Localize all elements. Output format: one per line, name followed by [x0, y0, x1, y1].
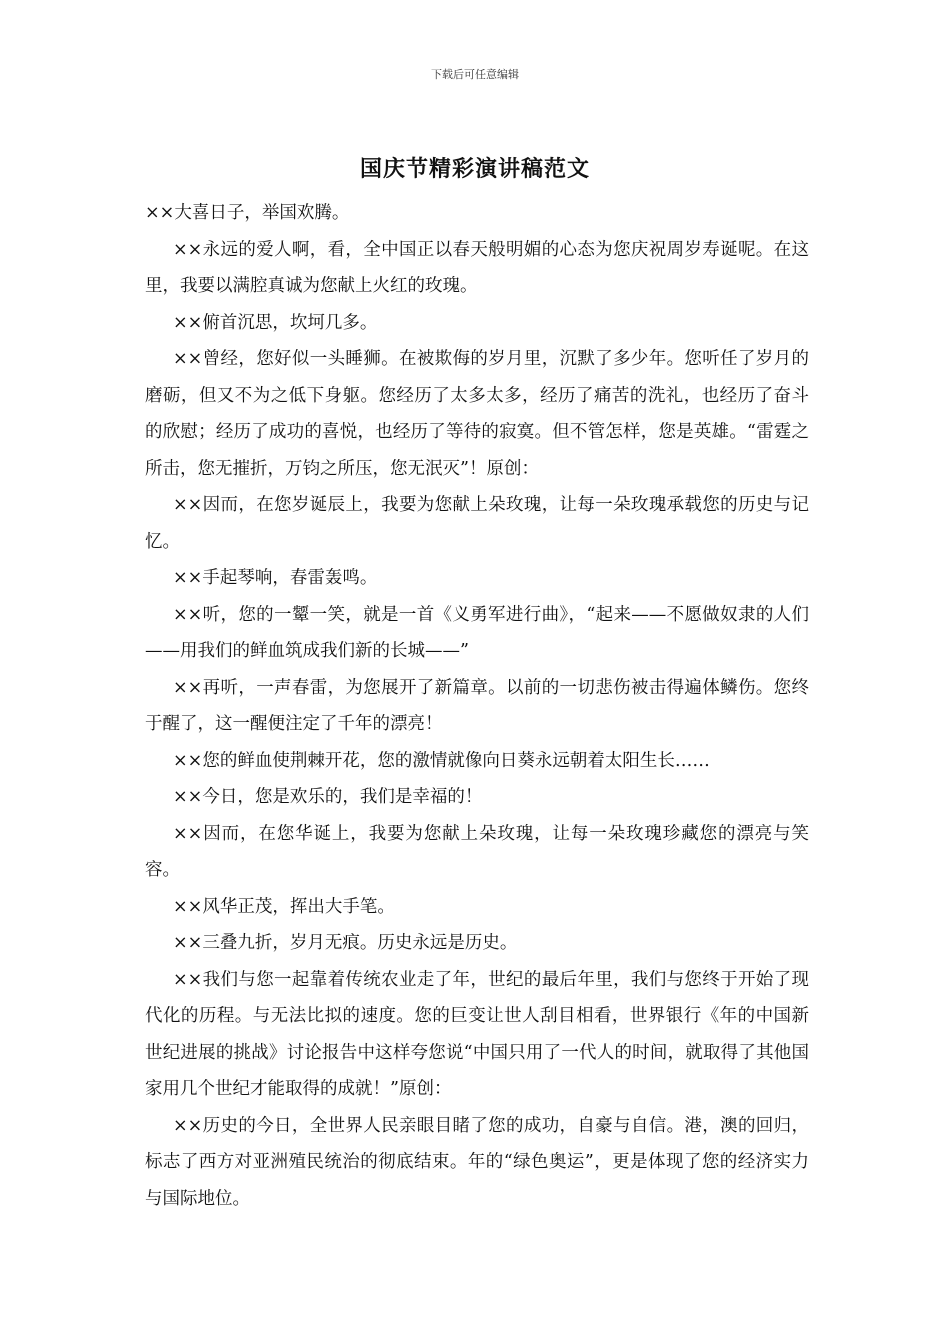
paragraph: ××再听，一声春雷，为您展开了新篇章。以前的一切悲伤被击得遍体鳞伤。您终于醒了，这一醒便注定了千年的漂亮！ [145, 677, 809, 734]
paragraph: ××大喜日子，举国欢腾。 [145, 203, 350, 223]
paragraph: ××永远的爱人啊，看，全中国正以春天般明媚的心态为您庆祝周岁寿诞呢。在这里，我要以满腔真诚为您献上火红的玫瑰。 [145, 239, 809, 296]
paragraph: ××历史的今日，全世界人民亲眼目睹了您的成功，自豪与自信。港，澳的回归，标志了西方对亚洲殖民统治的彻底结束。年的“绿色奥运”，更是体现了您的经济实力与国际地位。 [145, 1115, 809, 1209]
paragraph: ××风华正茂，挥出大手笔。 [173, 896, 395, 917]
header-note: 下载后可任意编辑 [431, 68, 519, 81]
paragraph: ××您的鲜血使荆棘开花，您的激情就像向日葵永远朝着太阳生长…… [173, 750, 710, 771]
paragraph: ××今日，您是欢乐的，我们是幸福的！ [173, 787, 483, 807]
paragraph: ××因而，在您华诞上，我要为您献上朵玫瑰，让每一朵玫瑰珍藏您的漂亮与笑容。 [145, 823, 809, 880]
document-title: 国庆节精彩演讲稿范文 [359, 156, 590, 182]
paragraph: ××俯首沉思，坎坷几多。 [173, 312, 378, 333]
paragraph: ××曾经，您好似一头睡狮。在被欺侮的岁月里，沉默了多少年。您听任了岁月的磨砺，但又不为之低下身躯。您经历了太多太多，经历了痛苦的洗礼，也经历了奋斗的欣慰；经历了成功的喜悦，也经历了等待的寂寞。但不管怎样，您是英雄。“雷霆之所击，您无摧折，万钧之所压，您无泯灭”！原创： [145, 349, 809, 479]
paragraph: ××我们与您一起靠着传统农业走了年，世纪的最后年里，我们与您终于开始了现代化的历程。与无法比拟的速度。您的巨变让世人刮目相看，世界银行《年的中国新世纪进展的挑战》讨论报告中这样夸您说“中国只用了一代人的时间，就取得了其他国家用几个世纪才能取得的成就！”原创： [145, 969, 809, 1099]
paragraph: ××三叠九折，岁月无痕。历史永远是历史。 [173, 933, 518, 953]
document-body [145, 195, 809, 1217]
paragraph: ××因而，在您岁诞辰上，我要为您献上朵玫瑰，让每一朵玫瑰承载您的历史与记忆。 [145, 495, 809, 552]
paragraph: ××听，您的一颦一笑，就是一首《义勇军进行曲》，“起来——不愿做奴隶的人们——用我们的鲜血筑成我们新的长城——” [145, 604, 809, 661]
paragraph: ××手起琴响，春雷轰鸣。 [173, 568, 378, 588]
